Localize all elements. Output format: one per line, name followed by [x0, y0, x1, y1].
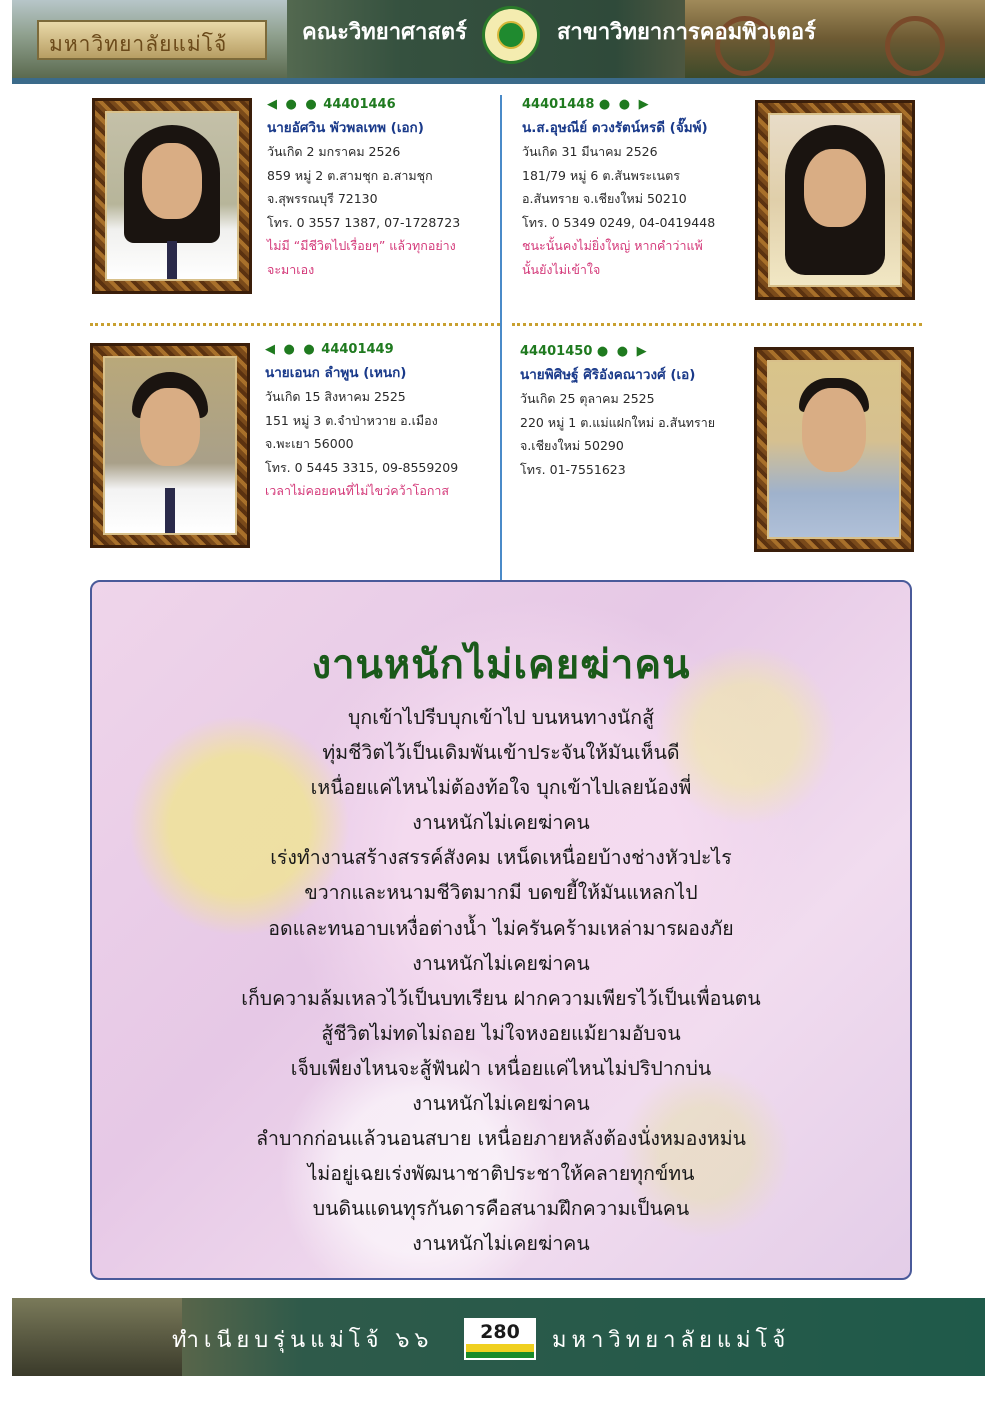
- student-quote: จะมาเอง: [267, 261, 315, 277]
- student-card: [267, 93, 460, 281]
- student-phone: โทร. 0 5445 3315, 09-8559209: [265, 459, 459, 475]
- student-address: 859 หมู่ 2 ต.สามชุก อ.สามชุก: [267, 167, 433, 183]
- student-quote: ไม่มี “มีชีวิตไปเรื่อยๆ” แล้วทุกอย่าง: [267, 238, 456, 253]
- student-quote: ชนะนั้นคงไม่ยิ่งใหญ่ หากคำว่าแพ้: [522, 238, 703, 253]
- student-id: 44401448 ● ● ▶: [522, 97, 651, 112]
- poem-line: ไม่อยู่เฉยเร่งพัฒนาชาติประชาให้คลายทุกข์ทน: [307, 1162, 695, 1186]
- poem-line: ลำบากก่อนแล้วนอนสบาย เหนื่อยภายหลังต้องนั่งหมองหม่น: [256, 1127, 746, 1151]
- student-birthdate: วันเกิด 25 ตุลาคม 2525: [520, 391, 655, 406]
- poem-line: ทุ่มชีวิตไว้เป็นเดิมพันเข้าประจันให้มันเห็นดี: [322, 741, 680, 765]
- poem-line: เก็บความล้มเหลวไว้เป็นบทเรียน ฝากความเพียรไว้เป็นเพื่อนตน: [241, 986, 761, 1010]
- student-name: นายพิศิษฐ์ ศิริอังคณาวงศ์ (เอ): [520, 366, 696, 383]
- student-birthdate: วันเกิด 31 มีนาคม 2526: [522, 144, 658, 159]
- student-photo: [768, 113, 902, 287]
- yearbook-page: [12, 0, 985, 1380]
- arrow-dots-icon: ◀ ● ●: [265, 342, 317, 357]
- poem-box: [90, 580, 912, 1280]
- campus-photo: [12, 0, 287, 78]
- student-address: อ.สันทราย จ.เชียงใหม่ 50210: [522, 191, 687, 206]
- student-quote: เวลาไม่คอยคนที่ไม่ไขว่คว้าโอกาส: [265, 483, 450, 498]
- poem-lines: [92, 700, 910, 1262]
- header-border: [12, 78, 985, 84]
- student-address: 181/79 หมู่ 6 ต.สันพระเนตร: [522, 167, 680, 183]
- poem-line: งานหนักไม่เคยฆ่าคน: [412, 811, 590, 835]
- university-seal-icon: [482, 6, 540, 64]
- poem-line: เร่งทำงานสร้างสรรค์สังคม เหน็ดเหนื่อยบ้างช่างหัวปะไร: [270, 846, 732, 870]
- poem-line: บุกเข้าไปรีบบุกเข้าไป บนหนทางนักสู้: [348, 706, 654, 729]
- faculty-title: คณะวิทยาศาสตร์: [302, 20, 467, 45]
- poem-line: บนดินแดนทุรกันดารคือสนามฝึกความเป็นคน: [312, 1197, 690, 1221]
- student-quote: นั้นยังไม่เข้าใจ: [522, 261, 601, 277]
- dotted-divider: [90, 323, 500, 326]
- student-address: 220 หมู่ 1 ต.แม่แฝกใหม่ อ.สันทราย: [520, 414, 716, 430]
- student-id: 44401450 ● ● ▶: [520, 344, 649, 359]
- student-phone: โทร. 01-7551623: [520, 461, 626, 477]
- student-photo-frame: [754, 347, 914, 552]
- student-birthdate: วันเกิด 2 มกราคม 2526: [267, 144, 401, 159]
- student-photo-frame: [92, 98, 252, 294]
- student-id: ◀ ● ● 44401446: [267, 97, 396, 112]
- column-divider: [500, 95, 502, 585]
- poem-line: งานหนักไม่เคยฆ่าคน: [412, 1092, 590, 1116]
- student-address: จ.เชียงใหม่ 50290: [520, 438, 624, 453]
- student-phone: โทร. 0 5349 0249, 04-0419448: [522, 214, 716, 230]
- cart-wheel-icon: [885, 16, 945, 76]
- student-photo-frame: [755, 100, 915, 300]
- student-name: น.ส.อุษณีย์ ดวงรัตน์หรดี (จั๊มพ์): [522, 119, 708, 136]
- student-photo: [767, 360, 901, 539]
- poem-line: สู้ชีวิตไม่ทดไม่ถอย ไม่ใจหงอยแม้ยามอับจน: [321, 1021, 681, 1045]
- poem-line: งานหนักไม่เคยฆ่าคน: [412, 1232, 590, 1256]
- footer-yearbook-title: ทำเนียบรุ่นแม่โจ้ ๖๖: [172, 1328, 434, 1353]
- program-title: สาขาวิทยาการคอมพิวเตอร์: [557, 20, 816, 45]
- arrow-dots-icon: ◀ ● ●: [267, 97, 319, 112]
- header-banner: [12, 0, 985, 78]
- student-name: นายอัศวิน พัวพลเทพ (เอก): [267, 119, 424, 136]
- student-name: นายเอนก ลำพูน (เหนก): [265, 364, 407, 381]
- student-address: จ.พะเยา 56000: [265, 436, 354, 451]
- student-card: [520, 340, 715, 481]
- student-card: [265, 338, 458, 503]
- student-photo: [105, 111, 239, 281]
- student-address: จ.สุพรรณบุรี 72130: [267, 191, 378, 206]
- student-photo-frame: [90, 343, 250, 548]
- footer-university-name: มหาวิทยาลัยแม่โจ้: [552, 1328, 791, 1353]
- poem-line: งานหนักไม่เคยฆ่าคน: [412, 951, 590, 975]
- footer-banner: [12, 1298, 985, 1376]
- poem-line: เหนื่อยแค่ไหนไม่ต้องท้อใจ บุกเข้าไปเลยน้องพี่: [310, 776, 692, 800]
- student-photo: [103, 356, 237, 535]
- university-sign-text: มหาวิทยาลัยแม่โจ้: [49, 32, 228, 56]
- poem-line: อดและทนอาบเหงื่อต่างน้ำ ไม่ครันคร้ามเหล่ามารผองภัย: [268, 916, 734, 940]
- student-address: 151 หมู่ 3 ต.จำป่าหวาย อ.เมือง: [265, 412, 438, 428]
- poem-line: เจ็บเพียงไหนจะสู้ฟันฝ่า เหนื่อยแค่ไหนไม่ปริปากบ่น: [290, 1056, 712, 1080]
- footer-photo: [12, 1298, 182, 1376]
- poem-title: งานหนักไม่เคยฆ่าคน: [311, 642, 691, 688]
- page-number: 280: [480, 1321, 520, 1343]
- arrow-dots-icon: ● ● ▶: [598, 97, 651, 112]
- student-id: ◀ ● ● 44401449: [265, 342, 394, 357]
- dotted-divider: [512, 323, 922, 326]
- poem-line: ขวากและหนามชีวิตมากมี บดขยี้ให้มันแหลกไป: [304, 881, 698, 905]
- university-sign: [37, 20, 267, 60]
- student-phone: โทร. 0 3557 1387, 07-1728723: [267, 214, 461, 230]
- student-birthdate: วันเกิด 15 สิงหาคม 2525: [265, 389, 406, 404]
- student-card: [522, 93, 715, 281]
- page-number-badge: [464, 1318, 536, 1360]
- arrow-dots-icon: ● ● ▶: [596, 344, 649, 359]
